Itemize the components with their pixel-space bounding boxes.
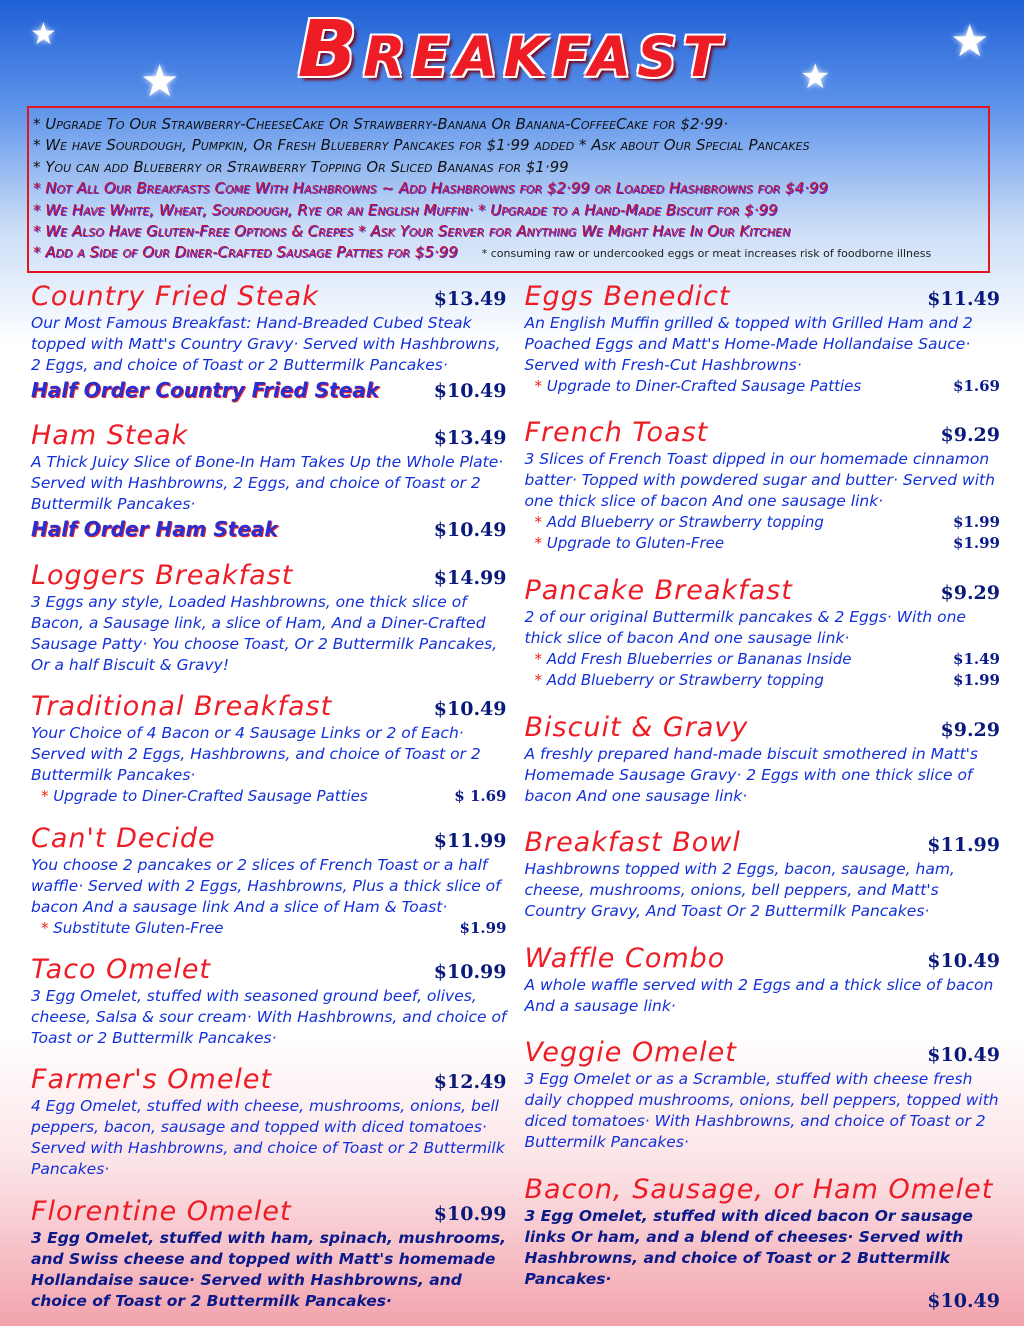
extra-label <box>535 649 944 670</box>
note-text: * You can add Blueberry or Strawberry Topping Or Sliced Bananas for $1·99 <box>33 157 569 176</box>
note-text: * Add a Side of Our Diner-Crafted Sausage Patties for $5·99 <box>33 243 458 262</box>
item-price: $11.99 <box>927 834 1000 857</box>
menu-item <box>31 1196 507 1312</box>
item-header <box>31 281 507 313</box>
half-order-price: $10.49 <box>433 379 507 402</box>
extra-label <box>41 918 450 939</box>
notes-box <box>27 106 990 273</box>
item-header <box>31 954 507 986</box>
extra-price: $1.69 <box>953 376 1000 395</box>
note-text: * We have Sourdough, Pumpkin, Or Fresh Blueberry Pancakes for $1·99 added * Ask about Our Special Pancakes <box>33 136 810 155</box>
item-header <box>31 823 507 855</box>
item-description: Your Choice of 4 Bacon or 4 Sausage Links or 2 of Each· Served with 2 Eggs, Hashbrowns, and choice of Toast or 2 Buttermilk Pancakes· <box>31 724 481 785</box>
extra-text: Add Blueberry or Strawberry topping <box>546 513 824 532</box>
extra-text: Upgrade to Gluten-Free <box>546 534 725 553</box>
item-description: Hashbrowns topped with 2 Eggs, bacon, sausage, ham, cheese, mushrooms, onions, bell peppers, and Matt's Country Gravy, And Toast Or 2 Buttermilk Pancakes· <box>524 860 955 921</box>
item-description: You choose 2 pancakes or 2 slices of French Toast or a half waffle· Served with 2 Eggs, Hashbrowns, Plus a thick slice of bacon And a sausage link And a slice of Ham & Toast· <box>31 855 501 916</box>
extra-label <box>535 512 944 533</box>
item-price: $9.29 <box>940 582 1000 605</box>
item-price: $10.49 <box>927 1290 1000 1312</box>
item-name: Ham Steak <box>31 420 189 452</box>
menu-item <box>31 281 507 405</box>
note-text: * We Have White, Wheat, Sourdough, Rye or an English Muffin· * Upgrade to a Hand-Made Biscuit for $·99 <box>33 200 778 219</box>
extra-text: Upgrade to Diner-Crafted Sausage Patties <box>53 787 368 806</box>
item-price: $9.29 <box>940 718 1000 741</box>
item-extra <box>525 512 1001 533</box>
menu-item <box>525 281 1001 397</box>
menu-item <box>525 1037 1001 1153</box>
item-header <box>525 827 1001 859</box>
item-price: $10.99 <box>433 1202 507 1225</box>
item-extra <box>525 376 1001 397</box>
disclaimer: * consuming raw or undercooked eggs or meat increases risk of foodborne illness <box>481 247 932 261</box>
bullet-icon: * <box>41 787 54 806</box>
item-description: 3 Eggs any style, Loaded Hashbrowns, one thick slice of Bacon, a Sausage link, a slice of Ham, And a Diner-Crafted Sausage Patty· You choose Toast, Or 2 Buttermilk Pancakes, Or a half Biscuit & Gravy! <box>31 592 498 674</box>
item-price: $9.29 <box>940 424 1000 447</box>
bullet-icon: * <box>534 376 547 395</box>
bullet-icon: * <box>534 513 547 532</box>
extra-text: Substitute Gluten-Free <box>53 918 224 937</box>
star-icon: ★ <box>140 56 180 107</box>
item-extra <box>31 918 507 939</box>
note-line <box>33 200 984 221</box>
item-name: Bacon, Sausage, or Ham Omelet <box>524 1174 994 1205</box>
extra-price: $1.49 <box>953 650 1000 669</box>
item-name: Loggers Breakfast <box>31 559 294 591</box>
item-description: 3 Slices of French Toast dipped in our homemade cinnamon batter· Topped with powdered sugar and butter· Served with one thick slice of bacon And one sausage link· <box>524 450 995 511</box>
item-extra <box>525 533 1001 554</box>
extra-text: Add Fresh Blueberries or Bananas Inside <box>546 650 852 669</box>
menu-item <box>31 420 507 544</box>
item-description: 3 Egg Omelet or as a Scramble, stuffed with cheese fresh daily chopped mushrooms, onions, bell peppers, topped with diced tomatoes· With Hashbrowns, and choice of Toast or 2 Buttermilk Pancakes· <box>524 1070 999 1152</box>
extra-label <box>535 533 944 554</box>
item-header <box>31 1064 507 1096</box>
menu-item <box>31 691 507 807</box>
extra-price: $1.99 <box>953 513 1000 532</box>
item-description: 3 Egg Omelet, stuffed with ham, spinach, mushrooms, and Swiss cheese and topped with Matt's homemade Hollandaise sauce· Served with Hashbrowns, and choice of Toast or 2 Buttermilk Pancakes· <box>31 1228 506 1310</box>
item-price: $12.49 <box>433 1071 507 1094</box>
item-name: Florentine Omelet <box>31 1195 292 1227</box>
item-header <box>525 281 1001 313</box>
note-line <box>33 135 984 156</box>
item-extra <box>31 786 507 807</box>
item-price: $11.99 <box>433 829 507 852</box>
item-price: $14.99 <box>433 566 507 589</box>
note-text: * We Also Have Gluten-Free Options & Crepes * Ask Your Server for Anything We Might Have In Our Kitchen <box>33 222 791 241</box>
extra-text: Upgrade to Diner-Crafted Sausage Patties <box>546 376 862 395</box>
menu-item <box>525 827 1001 922</box>
item-description: 3 Egg Omelet, stuffed with seasoned ground beef, olives, cheese, Salsa & sour cream· With Hashbrowns, and choice of Toast or 2 Buttermilk Pancakes· <box>31 987 507 1048</box>
menu-column-left <box>31 281 507 1318</box>
item-name: Pancake Breakfast <box>524 575 793 607</box>
item-name: Taco Omelet <box>31 954 212 986</box>
bullet-icon: * <box>534 671 547 690</box>
item-description: A whole waffle served with 2 Eggs and a thick slice of bacon And a sausage link· <box>524 975 994 1015</box>
item-description: A Thick Juicy Slice of Bone-In Ham Takes Up the Whole Plate· Served with Hashbrowns, 2 Eggs, and choice of Toast or 2 Buttermilk Pancakes· <box>31 453 504 514</box>
bullet-icon: * <box>534 534 547 553</box>
item-name: Veggie Omelet <box>524 1037 737 1069</box>
note-line <box>33 178 984 199</box>
note-line <box>33 221 984 242</box>
half-order <box>31 376 507 405</box>
menu-item <box>525 712 1001 807</box>
extra-label <box>535 670 944 691</box>
item-name: Biscuit & Gravy <box>524 711 749 743</box>
note-text: * Upgrade To Our Strawberry-CheeseCake Or Strawberry-Banana Or Banana-CoffeeCake for $2·99· <box>33 115 729 133</box>
item-header <box>525 943 1001 975</box>
extra-price: $1.99 <box>953 671 1000 690</box>
item-extra <box>525 649 1001 670</box>
note-text: * Not All Our Breakfasts Come With Hashbrowns ~ Add Hashbrowns for $2·99 or Loaded Hashbrowns for $4·99 <box>33 179 828 198</box>
extra-text: Add Blueberry or Strawberry topping <box>546 671 824 690</box>
menu-item <box>31 823 507 939</box>
note-line <box>33 157 984 178</box>
item-description: 2 of our original Buttermilk pancakes & 2 Eggs· With one thick slice of bacon And one sausage link· <box>524 608 966 648</box>
item-name: Traditional Breakfast <box>31 691 333 723</box>
item-header <box>31 560 507 592</box>
half-order-text: Half Order Country Fried Steak <box>31 377 379 402</box>
menu-column-right <box>525 281 1001 1318</box>
extra-label <box>535 376 944 397</box>
item-name: Country Fried Steak <box>31 280 319 312</box>
item-header <box>525 1037 1001 1069</box>
extra-label <box>41 786 444 807</box>
item-name: Eggs Benedict <box>524 280 731 312</box>
page-title: Breakfast <box>297 5 727 95</box>
item-price: $11.49 <box>927 287 1000 310</box>
item-description: 4 Egg Omelet, stuffed with cheese, mushrooms, onions, bell peppers, bacon, sausage and topped with diced tomatoes· Served with Hashbrowns, and choice of Toast or 2 Buttermilk Pancakes· <box>31 1097 505 1179</box>
item-header <box>31 691 507 723</box>
half-order <box>31 515 507 544</box>
item-description: A freshly prepared hand-made biscuit smothered in Matt's Homemade Sausage Gravy· 2 Eggs with one thick slice of bacon And one sausage link· <box>524 744 979 805</box>
item-name: French Toast <box>524 417 709 449</box>
star-icon: ★ <box>950 16 990 67</box>
item-price: $13.49 <box>433 287 507 310</box>
menu-item <box>31 954 507 1049</box>
item-description: An English Muffin grilled & topped with Grilled Ham and 2 Poached Eggs and Matt's Home-Made Hollandaise Sauce· Served with Fresh-Cut Hashbrowns· <box>524 313 973 374</box>
item-name: Waffle Combo <box>524 942 726 974</box>
item-header <box>525 575 1001 607</box>
item-price: $10.49 <box>433 698 507 721</box>
extra-price: $ 1.69 <box>454 787 507 806</box>
item-name: Can't Decide <box>31 822 216 854</box>
item-header <box>525 712 1001 744</box>
item-header <box>31 1196 507 1228</box>
item-price: $10.99 <box>433 961 507 984</box>
menu-item <box>31 1064 507 1180</box>
menu-item <box>525 575 1001 691</box>
menu-item <box>525 417 1001 554</box>
item-extra <box>525 670 1001 691</box>
menu-item <box>525 1174 1001 1312</box>
star-icon: ★ <box>800 57 831 97</box>
menu-items <box>0 281 1024 1318</box>
menu-item <box>31 560 507 676</box>
extra-price: $1.99 <box>459 918 507 937</box>
extra-price: $1.99 <box>953 534 1000 553</box>
item-price: $13.49 <box>433 427 507 450</box>
bullet-icon: * <box>41 918 54 937</box>
menu-item <box>525 943 1001 1017</box>
half-order-price: $10.49 <box>433 519 507 542</box>
item-price: $10.49 <box>927 1044 1000 1067</box>
item-price: $10.49 <box>927 949 1000 972</box>
half-order-text: Half Order Ham Steak <box>31 517 278 542</box>
item-description: 3 Egg Omelet, stuffed with diced bacon Or sausage links Or ham, and a blend of cheeses· Served with Hashbrowns, and choice of Toast or 2 Buttermilk Pancakes· <box>524 1207 973 1288</box>
item-name: Breakfast Bowl <box>524 827 741 859</box>
note-line <box>33 114 984 135</box>
star-icon: ★ <box>30 17 57 52</box>
item-header <box>525 417 1001 449</box>
item-header <box>31 420 507 452</box>
item-header <box>525 1174 1001 1206</box>
item-description: Our Most Famous Breakfast: Hand-Breaded Cubed Steak topped with Matt's Country Gravy· Served with Hashbrowns, 2 Eggs, and choice of Toast or 2 Buttermilk Pancakes· <box>31 313 501 374</box>
note-line <box>33 242 984 264</box>
item-name: Farmer's Omelet <box>31 1064 273 1096</box>
bullet-icon: * <box>534 650 547 669</box>
